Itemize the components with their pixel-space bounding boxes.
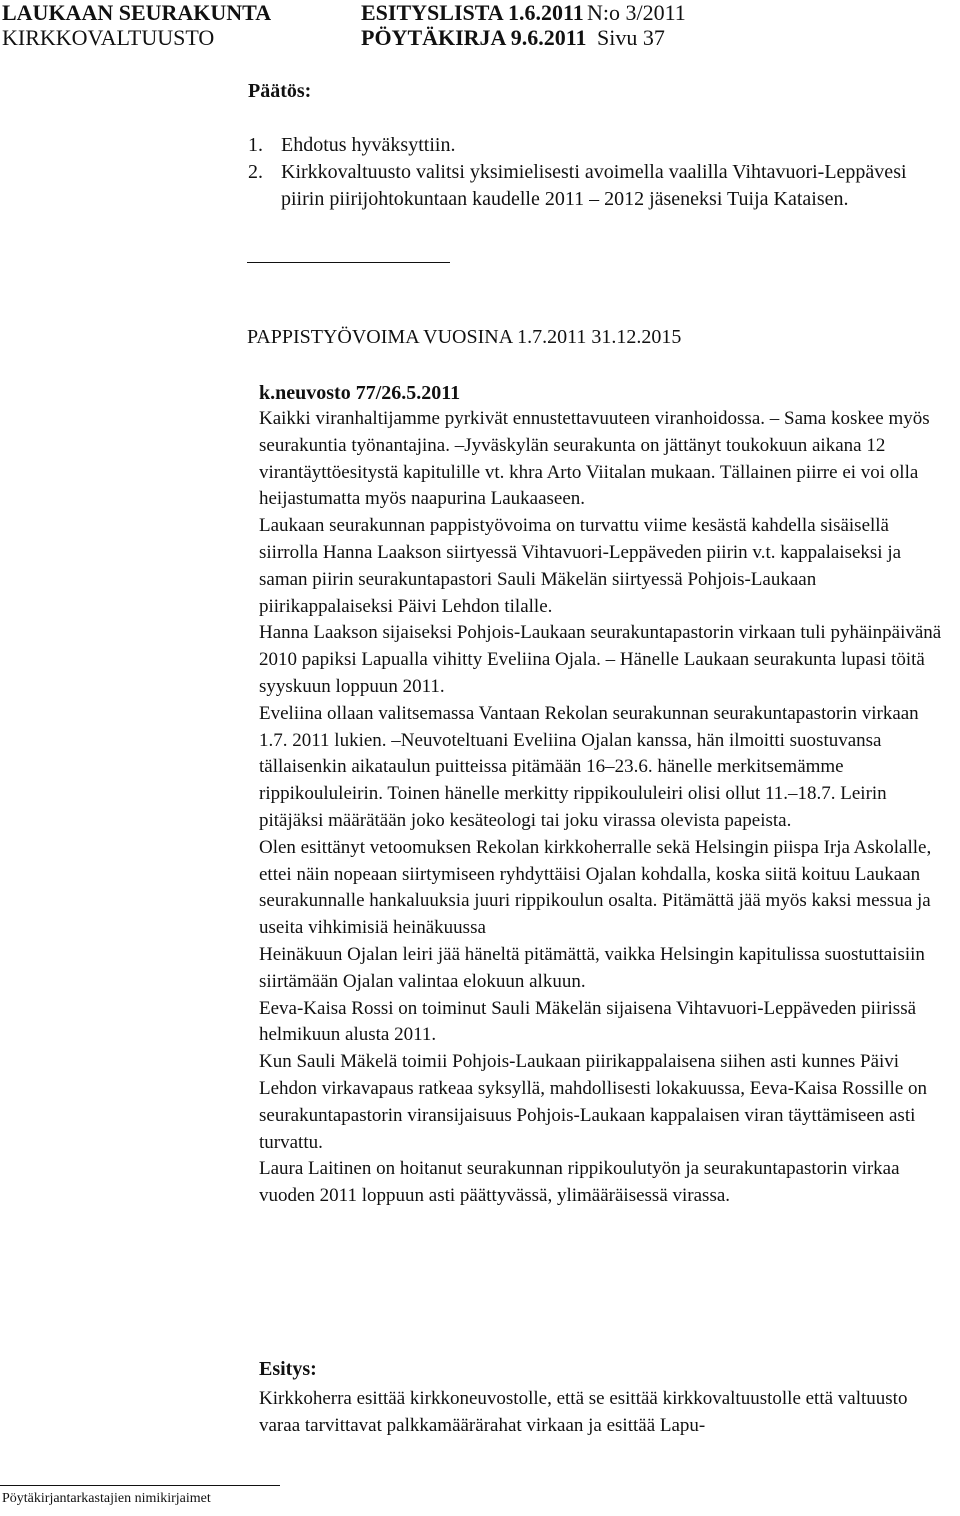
proposal-paragraph: Kirkkoherra esittää kirkkoneuvostolle, että se esittää kirkkovaltuustolle että valtuusto varaa tarvittavat palkkamäärärahat virkaan ja esittää Lapu- [259, 1388, 908, 1436]
decision-label: Päätös: [248, 80, 312, 102]
body-paragraph: Olen esittänyt vetoomuksen Rekolan kirkkoherralle sekä Helsingin piispa Irja Askolalle, ettei näin nopeaan siirtymiseen ryhdyttäisi Ojalan kohdalla, koska siitä koituu Laukaan seurakunnalle hankaluuksia juuri rippikoulun osalta. Pitämättä jää myös kaksi messua ja useita vihkimisiä heinäkuussa [259, 836, 932, 939]
footer-divider [0, 1485, 280, 1486]
page-header [2, 0, 942, 50]
proposal-label: Esitys: [259, 1358, 317, 1380]
body-paragraph: Laura Laitinen on hoitanut seurakunnan rippikoulutyön ja seurakuntapastorin virkaa vuoden 2011 loppuun asti päättyvässä, ylimääräisessä virassa. [259, 1158, 900, 1207]
body-paragraph: Kaikki viranhaltijamme pyrkivät ennustettavuuteen viranhoidossa. – Sama koskee myös seurakuntia työnantajina. –Jyväskylän seurakunta on jättänyt toukokuun aikana 12 virantäyttöesitystä kapitulille vt. khra Arto Viitalan mukaan. Tällainen piirre ei voi olla heijastumatta myös naapurina Laukaaseen. [259, 408, 930, 510]
topic-heading: PAPPISTYÖVOIMA VUOSINA 1.7.2011 31.12.2015 [247, 326, 682, 348]
header-number: N:o 3/2011 [587, 0, 686, 25]
body-paragraph: Hanna Laakson sijaiseksi Pohjois-Laukaan seurakuntapastorin virkaan tuli pyhäinpäivänä 2010 papiksi Lapualla vihitty Eveliina Ojala. – Hänelle Laukaan seurakunta lupasi töitä syyskuun loppuun 2011. [259, 622, 942, 697]
body-paragraph: Kun Sauli Mäkelä toimii Pohjois-Laukaan piirikappalaisena siihen asti kunnes Päivi Lehdon virkavapaus ratkeaa syksyllä, mahdollisesti lokakuussa, Eeva-Kaisa Rossille on seurakuntapastorin viransijaisuus Pohjois-Laukaan kappalaisen viran täyttämiseen asti turvattu. [259, 1051, 928, 1153]
header-body: KIRKKOVALTUUSTO [2, 25, 215, 50]
decision-item-text: Kirkkovaltuusto valitsi yksimielisesti avoimella vaalilla Vihtavuori-Leppävesi piirin piirijohtokuntaan kaudelle 2011 – 2012 jäseneksi Tuija Kataisen. [281, 161, 907, 210]
board-reference: k.neuvosto 77/26.5.2011 [259, 382, 461, 404]
header-org: LAUKAAN SEURAKUNTA [2, 0, 272, 25]
body-paragraph: Eveliina ollaan valitsemassa Vantaan Rekolan seurakunnan seurakuntapastorin virkaan 1.7. 2011 lukien. –Neuvoteltuani Eveliina Ojalan kanssa, hän ilmoitti suostuvansa tällaisenkin aikataulun puitteissa pitämään 16–23.6. hänelle merkitsemämme rippikoululeirin. Toinen hänelle merkitty rippikoululeiri olisi ollut 11.–18.7. Leirin pitäjäksi määrätään joko kesäteologi tai joku virassa olevista papeista. [259, 702, 919, 831]
section-divider [247, 262, 450, 263]
decision-item-number: 2. [248, 161, 263, 183]
header-minutes-date: PÖYTÄKIRJA 9.6.2011 [361, 25, 587, 50]
header-agenda-date: ESITYSLISTA 1.6.2011 [361, 0, 584, 25]
body-paragraph: Eeva-Kaisa Rossi on toiminut Sauli Mäkelän sijaisena Vihtavuori-Leppäveden piirissä helmikuun alusta 2011. [259, 997, 917, 1046]
footer-initials-label: Pöytäkirjantarkastajien nimikirjaimet [2, 1491, 211, 1506]
decision-item-number: 1. [248, 134, 263, 156]
body-paragraph: Heinäkuun Ojalan leiri jää häneltä pitämättä, vaikka Helsingin kapitulissa suostuttaisiin siirtämään Ojalan valintaa elokuun alkuun. [259, 943, 925, 992]
decision-item [248, 159, 948, 213]
header-row-2 [2, 25, 942, 50]
body-text [259, 406, 949, 1210]
header-row-1 [2, 0, 942, 25]
decision-item-text: Ehdotus hyväksyttiin. [281, 134, 456, 156]
header-page: Sivu 37 [597, 25, 665, 50]
decision-item [248, 132, 948, 159]
body-paragraph: Laukaan seurakunnan pappistyövoima on turvattu viime kesästä kahdella sisäisellä siirrolla Hanna Laakson siirtyessä Vihtavuori-Leppäveden piirin v.t. kappalaiseksi ja saman piirin seurakuntapastori Sauli Mäkelän siirtyessä Pohjois-Laukaan piirikappalaiseksi Päivi Lehdon tilalle. [259, 515, 902, 617]
decision-list [248, 132, 948, 213]
proposal-text [259, 1385, 949, 1439]
